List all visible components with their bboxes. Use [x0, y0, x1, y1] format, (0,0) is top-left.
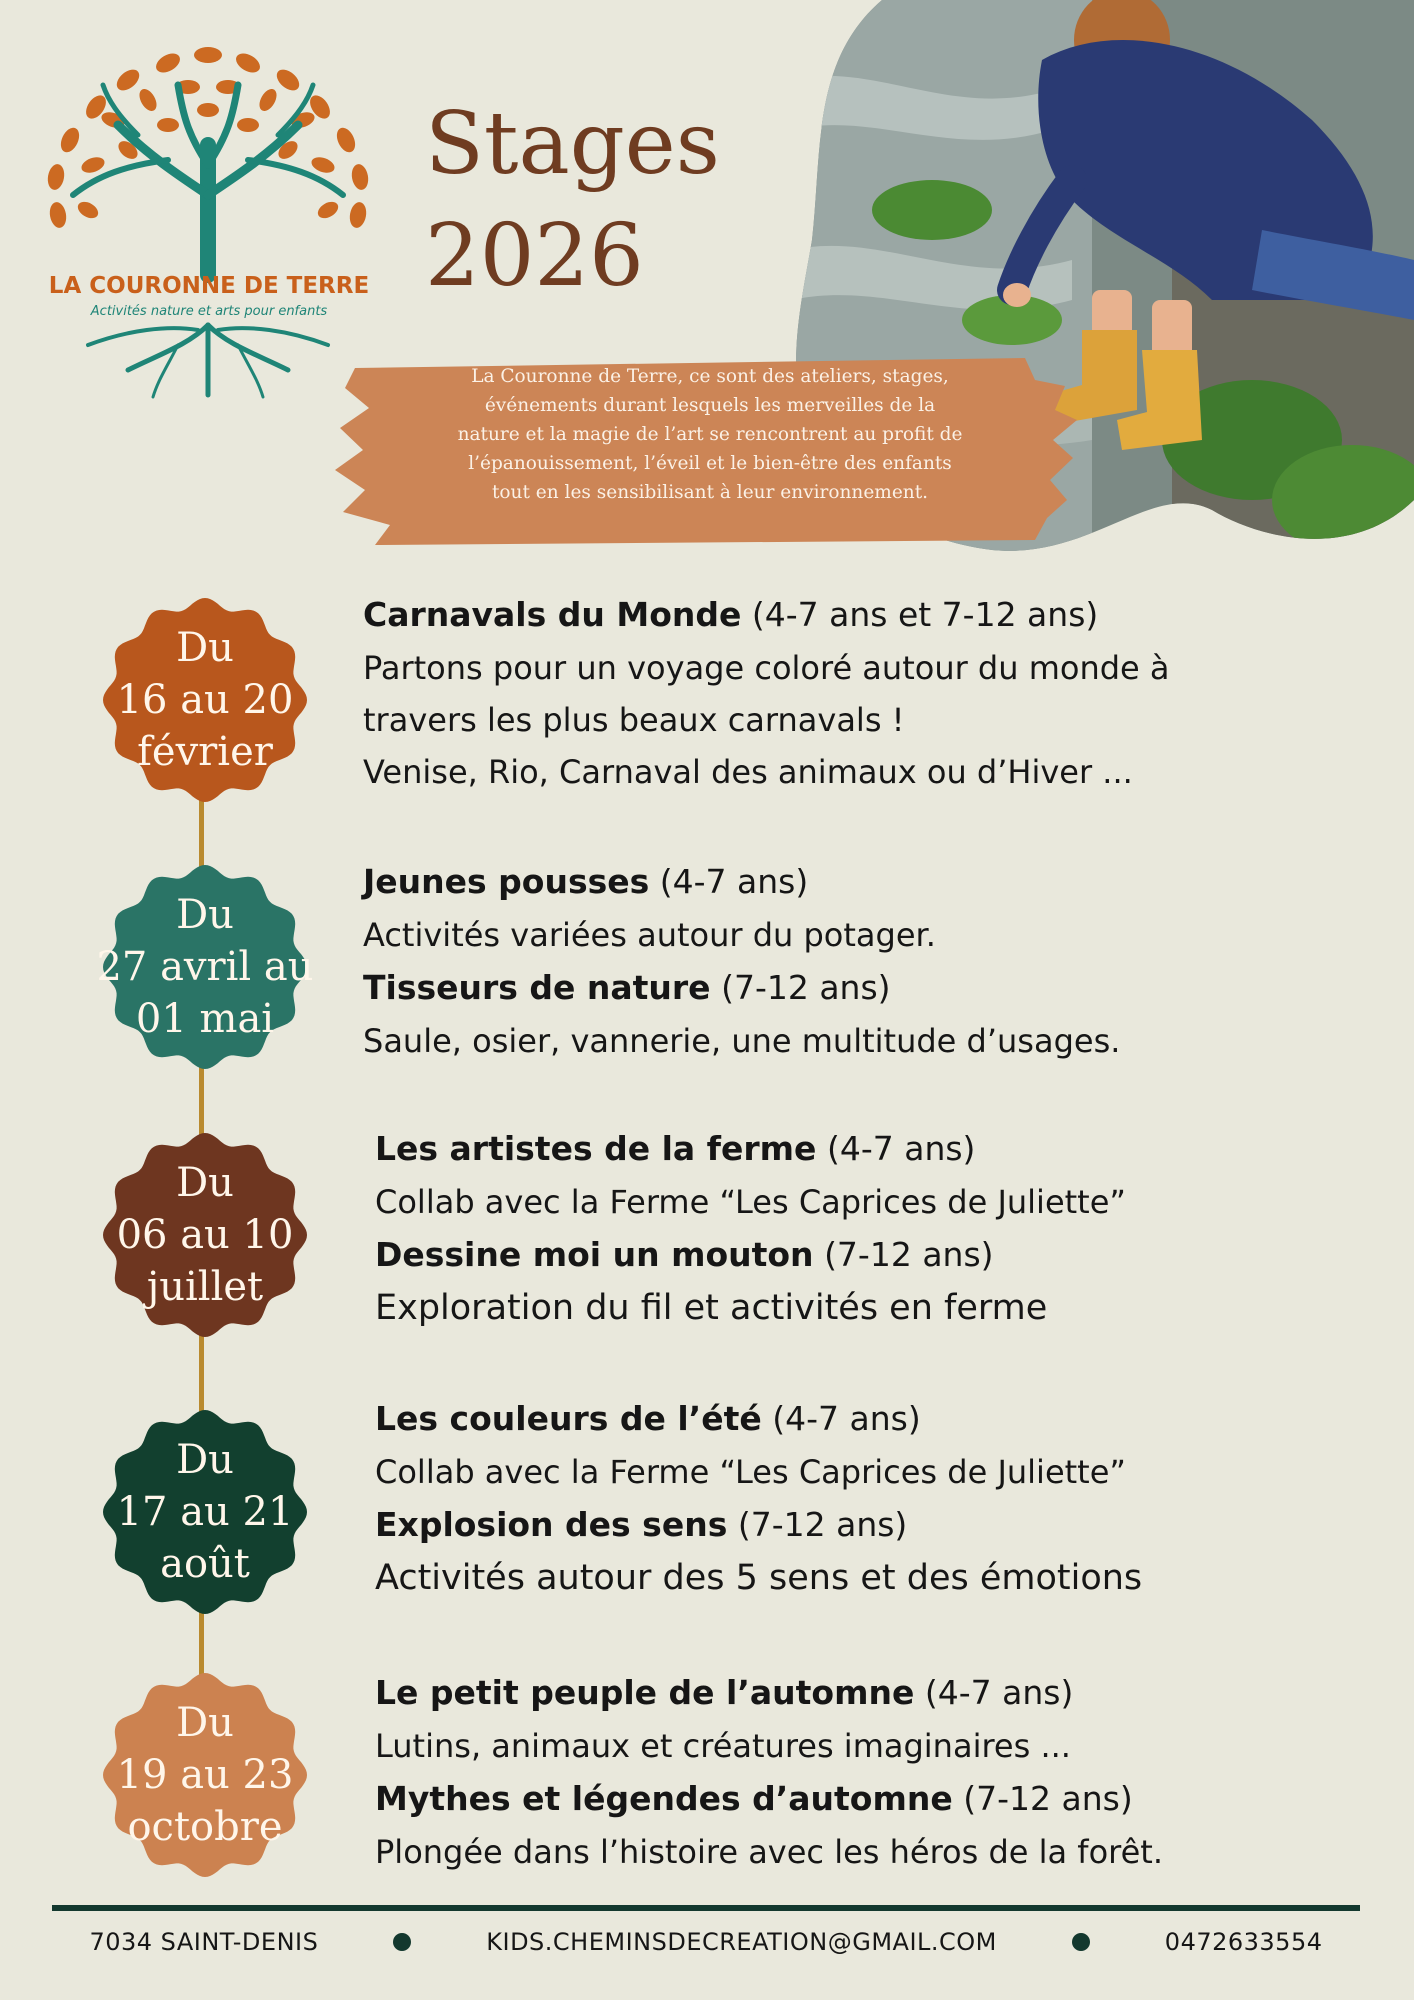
workshop-ages: (4-7 ans et 7-12 ans) — [751, 595, 1099, 634]
date-badge-february — [100, 595, 310, 805]
workshop-heading — [363, 588, 1383, 642]
intro-line: événements durant lesquels les merveilles de la — [484, 395, 936, 416]
date-badge-august — [100, 1407, 310, 1617]
workshop-description: Collab avec la Ferme “Les Caprices de Juliette” — [375, 1183, 1126, 1221]
intro-line: nature et la magie de l’art se rencontrent au profit de — [457, 424, 963, 445]
date-line: 01 mai — [135, 996, 275, 1042]
stage-entry-october — [375, 1666, 1395, 1878]
footer-phone[interactable]: 0472633554 — [1164, 1928, 1323, 1956]
workshop-heading — [375, 1666, 1395, 1720]
date-line: octobre — [127, 1804, 283, 1850]
date-badge-july — [100, 1130, 310, 1340]
workshop-title: Les artistes de la ferme — [375, 1129, 817, 1168]
workshop-heading — [375, 1122, 1395, 1176]
date-line: août — [160, 1541, 250, 1587]
stage-entry-february — [363, 588, 1383, 798]
workshop-ages: (7-12 ans) — [721, 968, 891, 1007]
workshop-ages: (4-7 ans) — [826, 1129, 976, 1168]
workshop-title: Le petit peuple de l’automne — [375, 1673, 915, 1712]
workshop-heading — [363, 961, 1383, 1015]
footer-email[interactable]: KIDS.CHEMINSDECREATION@GMAIL.COM — [486, 1928, 997, 1956]
stage-entry-august — [375, 1392, 1395, 1604]
date-line: 16 au 20 — [116, 677, 294, 723]
workshop-title: Jeunes pousses — [363, 862, 650, 901]
workshop-description: Partons pour un voyage coloré autour du monde à — [363, 649, 1170, 687]
stage-entry-july — [375, 1122, 1395, 1334]
page-title — [425, 88, 720, 312]
workshop-heading — [375, 1228, 1395, 1282]
workshop-heading — [375, 1772, 1395, 1826]
date-line: 19 au 23 — [116, 1752, 294, 1798]
stage-entry-april — [363, 855, 1383, 1067]
date-line: 06 au 10 — [116, 1212, 294, 1258]
workshop-description: Venise, Rio, Carnaval des animaux ou d’Hiver ... — [363, 753, 1133, 791]
workshop-title: Carnavals du Monde — [363, 595, 742, 634]
date-badge-october — [100, 1670, 310, 1880]
workshop-description: Lutins, animaux et créatures imaginaires ... — [375, 1727, 1071, 1765]
workshop-title: Tisseurs de nature — [363, 968, 711, 1007]
bullet-icon — [393, 1933, 411, 1951]
footer-divider — [52, 1905, 1360, 1911]
workshop-description: Exploration du fil et activités en ferme — [375, 1288, 1048, 1328]
workshop-description: Plongée dans l’histoire avec les héros de la forêt. — [375, 1833, 1163, 1871]
date-line: Du — [176, 1160, 234, 1206]
title-line-2: 2026 — [425, 206, 644, 306]
intro-text — [405, 362, 1015, 507]
title-line-1: Stages — [425, 94, 720, 194]
intro-line: l’épanouissement, l’éveil et le bien-être des enfants — [468, 453, 952, 474]
workshop-description: Saule, osier, vannerie, une multitude d’usages. — [363, 1022, 1121, 1060]
intro-line: tout en les sensibilisant à leur environnement. — [491, 482, 929, 503]
date-line: février — [137, 729, 273, 775]
workshop-ages: (4-7 ans) — [659, 862, 809, 901]
workshop-title: Dessine moi un mouton — [375, 1235, 814, 1274]
date-line: juillet — [146, 1264, 264, 1310]
workshop-description: Activités variées autour du potager. — [363, 916, 936, 954]
footer-location: 7034 SAINT-DENIS — [89, 1928, 319, 1956]
svg-text:LA COURONNE DE TERRE: LA COURONNE DE TERRE — [48, 273, 370, 299]
workshop-description: Collab avec la Ferme “Les Caprices de Juliette” — [375, 1453, 1126, 1491]
workshop-title: Mythes et légendes d’automne — [375, 1779, 953, 1818]
workshop-ages: (7-12 ans) — [963, 1779, 1133, 1818]
workshop-title: Les couleurs de l’été — [375, 1399, 762, 1438]
workshop-heading — [363, 855, 1383, 909]
date-line: Du — [176, 892, 234, 938]
workshop-ages: (7-12 ans) — [824, 1235, 994, 1274]
date-line: 17 au 21 — [116, 1489, 294, 1535]
workshop-title: Explosion des sens — [375, 1505, 728, 1544]
workshop-description: Activités autour des 5 sens et des émotions — [375, 1558, 1143, 1598]
bullet-icon — [1072, 1933, 1090, 1951]
workshop-heading — [375, 1498, 1395, 1552]
date-line: Du — [176, 625, 234, 671]
workshop-ages: (4-7 ans) — [924, 1673, 1074, 1712]
date-line: 27 avril au — [96, 944, 314, 990]
svg-text:Activités nature et arts pour: Activités nature et arts pour enfants — [90, 304, 328, 319]
date-line: Du — [176, 1437, 234, 1483]
workshop-heading — [375, 1392, 1395, 1446]
date-badge-april — [96, 862, 314, 1072]
workshop-description: travers les plus beaux carnavals ! — [363, 701, 905, 739]
workshop-ages: (7-12 ans) — [737, 1505, 908, 1544]
workshop-ages: (4-7 ans) — [772, 1399, 921, 1438]
date-line: Du — [176, 1700, 234, 1746]
intro-line: La Couronne de Terre, ce sont des ateliers, stages, — [471, 366, 949, 387]
footer — [52, 1928, 1360, 1956]
